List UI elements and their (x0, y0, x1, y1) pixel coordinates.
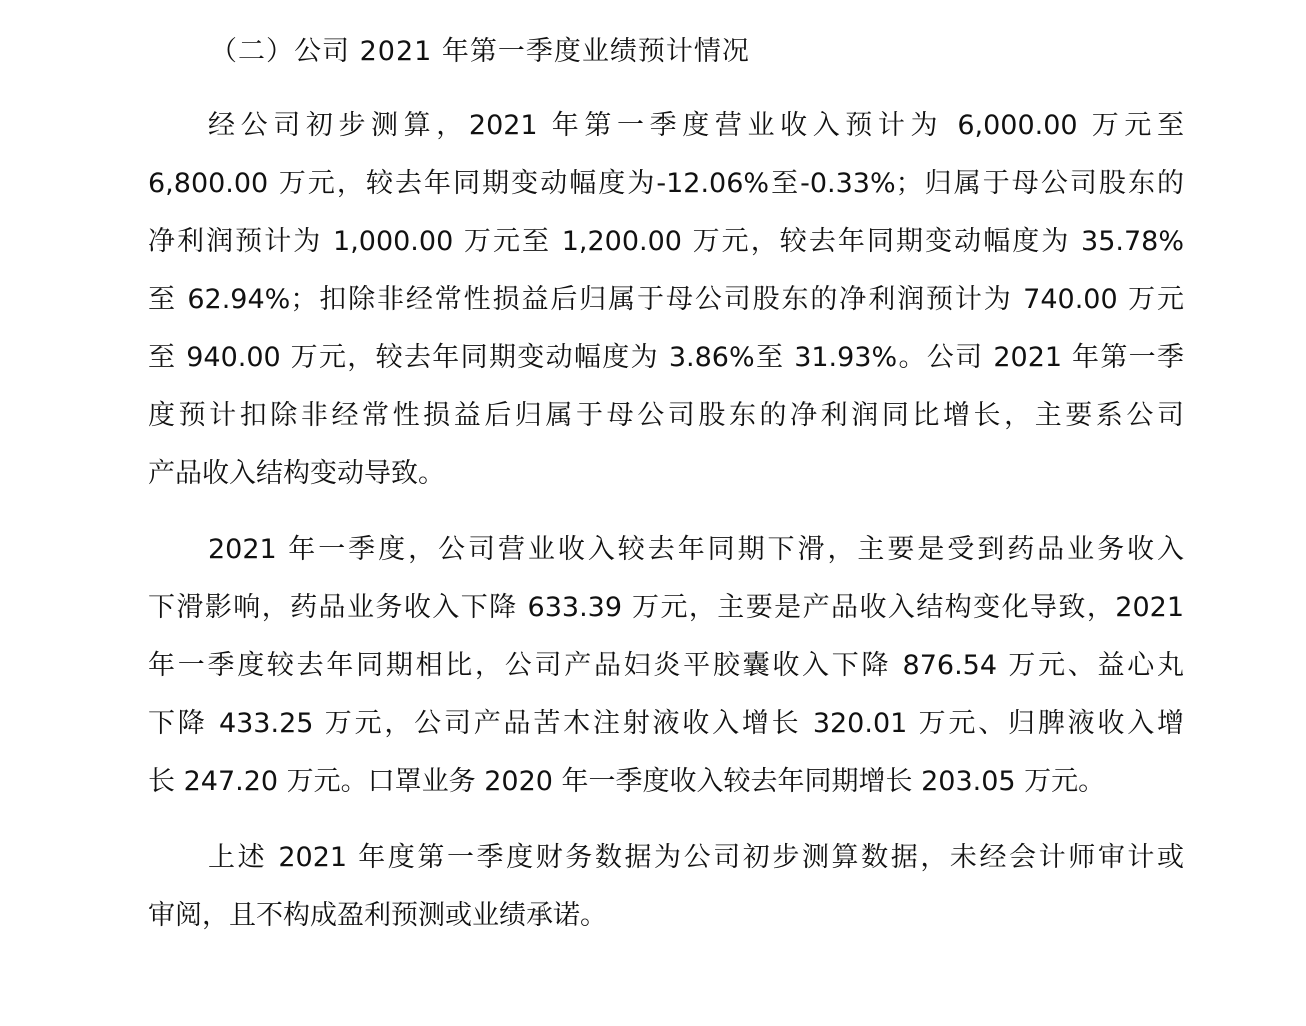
text-line: 下滑影响，药品业务收入下降 633.39 万元，主要是产品收入结构变化导致，2021 (148, 592, 1184, 623)
text-line: 至 62.94%；扣除非经常性损益后归属于母公司股东的净利润预计为 740.00 万元 (148, 284, 1184, 315)
text-line: 净利润预计为 1,000.00 万元至 1,200.00 万元，较去年同期变动幅度为 35.78% (148, 226, 1184, 257)
text-line: 长 247.20 万元。口罩业务 2020 年一季度收入较去年同期增长 203.05 万元。 (148, 766, 1106, 797)
text-line: 经公司初步测算，2021 年第一季度营业收入预计为 6,000.00 万元至 (208, 110, 1184, 141)
text-line: 6,800.00 万元，较去年同期变动幅度为-12.06%至-0.33%；归属于母公司股东的 (148, 168, 1184, 199)
text-line: 年一季度较去年同期相比，公司产品妇炎平胶囊收入下降 876.54 万元、益心丸 (148, 650, 1184, 681)
text-line: 至 940.00 万元，较去年同期变动幅度为 3.86%至 31.93%。公司 2021 年第一季 (148, 342, 1184, 373)
text-line: 度预计扣除非经常性损益后归属于母公司股东的净利润同比增长，主要系公司 (148, 400, 1184, 431)
text-line: 上述 2021 年度第一季度财务数据为公司初步测算数据，未经会计师审计或 (208, 842, 1184, 873)
section-heading: （二）公司 2021 年第一季度业绩预计情况 (210, 36, 750, 67)
text-line: 2021 年一季度，公司营业收入较去年同期下滑，主要是受到药品业务收入 (208, 534, 1184, 565)
text-line: 产品收入结构变动导致。 (148, 458, 445, 489)
text-line: 审阅，且不构成盈利预测或业绩承诺。 (148, 900, 607, 931)
text-line: 下降 433.25 万元，公司产品苦木注射液收入增长 320.01 万元、归脾液收入增 (148, 708, 1184, 739)
